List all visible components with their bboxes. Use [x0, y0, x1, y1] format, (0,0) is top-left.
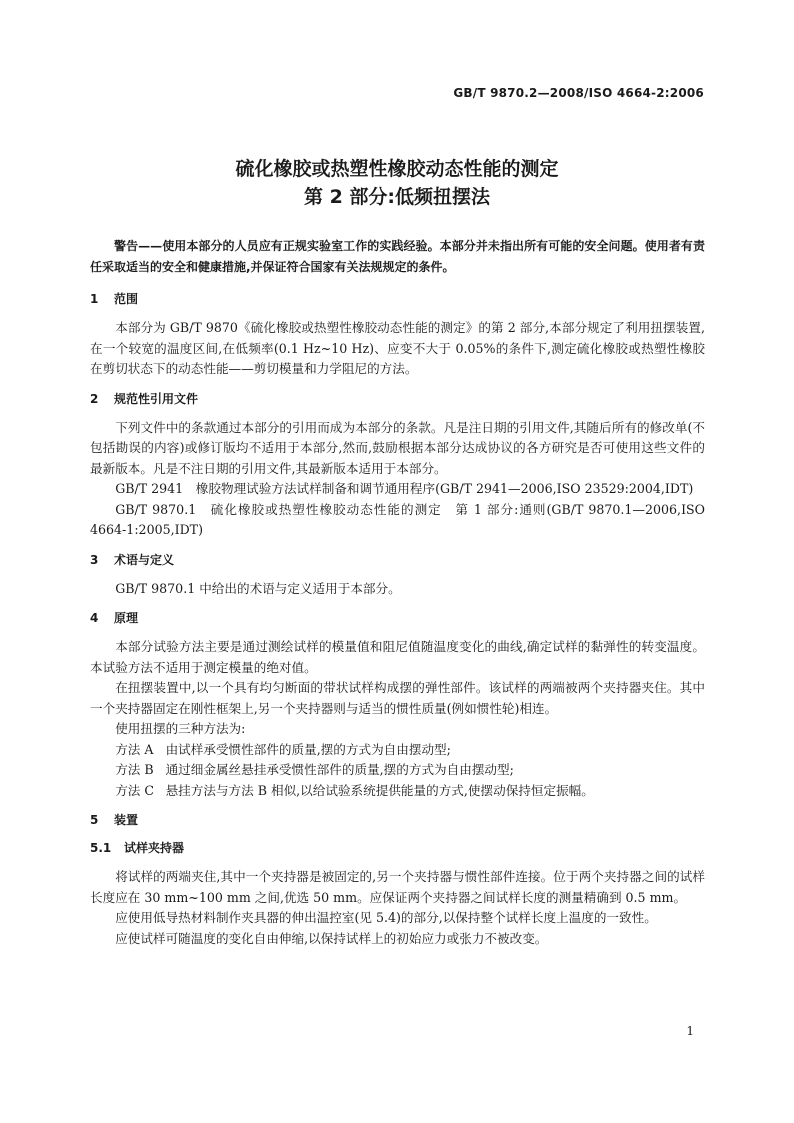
section-number: 4 — [90, 611, 99, 625]
section-number: 1 — [90, 292, 99, 306]
reference-item: GB/T 9870.1 硫化橡胶或热塑性橡胶动态性能的测定 第 1 部分:通则(GB/T 9870.1—2006,ISO 4664-1:2005,IDT) — [90, 501, 705, 537]
subsection-heading-specimen-holder — [90, 839, 705, 857]
section-heading-scope — [90, 290, 705, 308]
method-item-c — [90, 781, 705, 802]
section-title: 术语与定义 — [114, 552, 175, 567]
method-text: 由试样承受惯性部件的质量,摆的方式为自由摆动型; — [165, 741, 451, 757]
paragraph: 使用扭摆的三种方法为: — [115, 721, 246, 736]
method-item-a — [90, 740, 705, 761]
section-number: 5 — [90, 813, 99, 827]
paragraph: 下列文件中的条款通过本部分的引用而成为本部分的条款。凡是注日期的引用文件,其随后所有的修改单(不包括勘误的内容)或修订版均不适用于本部分,然而,鼓励根据本部分达成协议的各方研究是否可使用这些文件的最新版本。凡是不注日期的引用文件,其最新版本适用于本部分。 — [90, 419, 705, 476]
method-text: 通过细金属丝悬挂承受惯性部件的质量,摆的方式为自由摆动型; — [165, 762, 514, 777]
section-title: 装置 — [114, 813, 139, 827]
safety-warning: 警告——使用本部分的人员应有正规实验室工作的实践经验。本部分并未指出所有可能的安全问题。使用者有责任采取适当的安全和健康措施,并保证符合国家有关法规规定的条件。 — [90, 239, 705, 274]
document-title: 硫化橡胶或热塑性橡胶动态性能的测定 — [235, 158, 559, 180]
paragraph: GB/T 9870.1 中给出的术语与定义适用于本部分。 — [115, 580, 401, 596]
section-title: 原理 — [114, 611, 139, 625]
paragraph: 本部分为 GB/T 9870《硫化橡胶或热塑性橡胶动态性能的测定》的第 2 部分,本部分规定了利用扭摆装置,在一个较宽的温度区间,在低频率(0.1 Hz~10 Hz)、应变不大于 0.05%的条件下,测定硫化橡胶或热塑性橡胶在剪切状态下的动态性能——剪切模量和力学阻尼的方法。 — [90, 320, 705, 376]
section-title: 范围 — [114, 292, 139, 306]
reference-item: GB/T 2941 橡胶物理试验方法试样制备和调节通用程序(GB/T 2941—2006,ISO 23529:2004,IDT) — [115, 481, 694, 496]
page-number: 1 — [686, 1024, 694, 1038]
section-heading-terms — [90, 551, 705, 569]
paragraph: 应使试样可随温度的变化自由伸缩,以保持试样上的初始应力或张力不被改变。 — [115, 930, 548, 946]
section-title: 规范性引用文件 — [114, 391, 199, 406]
section-heading-apparatus — [90, 811, 705, 829]
document-subtitle: 第 2 部分:低频扭摆法 — [303, 186, 491, 208]
method-text: 悬挂方法与方法 B 相似,以给试验系统提供能量的方式,使摆动保持恒定振幅。 — [165, 782, 594, 798]
method-label: 方法 A — [115, 741, 154, 757]
standard-number-header: GB/T 9870.2—2008/ISO 4664-2:2006 — [453, 86, 704, 100]
section-number: 2 — [90, 391, 99, 406]
document-body — [90, 236, 705, 949]
method-label: 方法 C — [115, 782, 155, 798]
paragraph: 本部分试验方法主要是通过测绘试样的模量值和阻尼值随温度变化的曲线,确定试样的黏弹性的转变温度。本试验方法不适用于测定模量的绝对值。 — [90, 639, 705, 675]
section-number: 3 — [90, 552, 99, 567]
section-heading-normative-references — [90, 390, 705, 408]
paragraph: 将试样的两端夹住,其中一个夹持器是被固定的,另一个夹持器与惯性部件连接。位于两个夹持器之间的试样长度应在 30 mm~100 mm 之间,优选 50 mm。应保证两个夹持器之间试样长度的测量精确到 0.5 mm。 — [90, 869, 705, 905]
paragraph: 在扭摆装置中,以一个具有均匀断面的带状试样构成摆的弹性部件。该试样的两端被两个夹持器夹住。其中一个夹持器固定在刚性框架上,另一个夹持器则与适当的惯性质量(例如惯性轮)相连。 — [90, 680, 705, 716]
subsection-number: 5.1 — [90, 841, 112, 855]
method-label: 方法 B — [115, 762, 154, 777]
subsection-title: 试样夹持器 — [124, 841, 185, 855]
section-heading-principle — [90, 609, 705, 627]
method-item-b — [90, 760, 705, 781]
paragraph: 应使用低导热材料制作夹具器的伸出温控室(见 5.4)的部分,以保持整个试样长度上温度的一致性。 — [115, 910, 657, 925]
